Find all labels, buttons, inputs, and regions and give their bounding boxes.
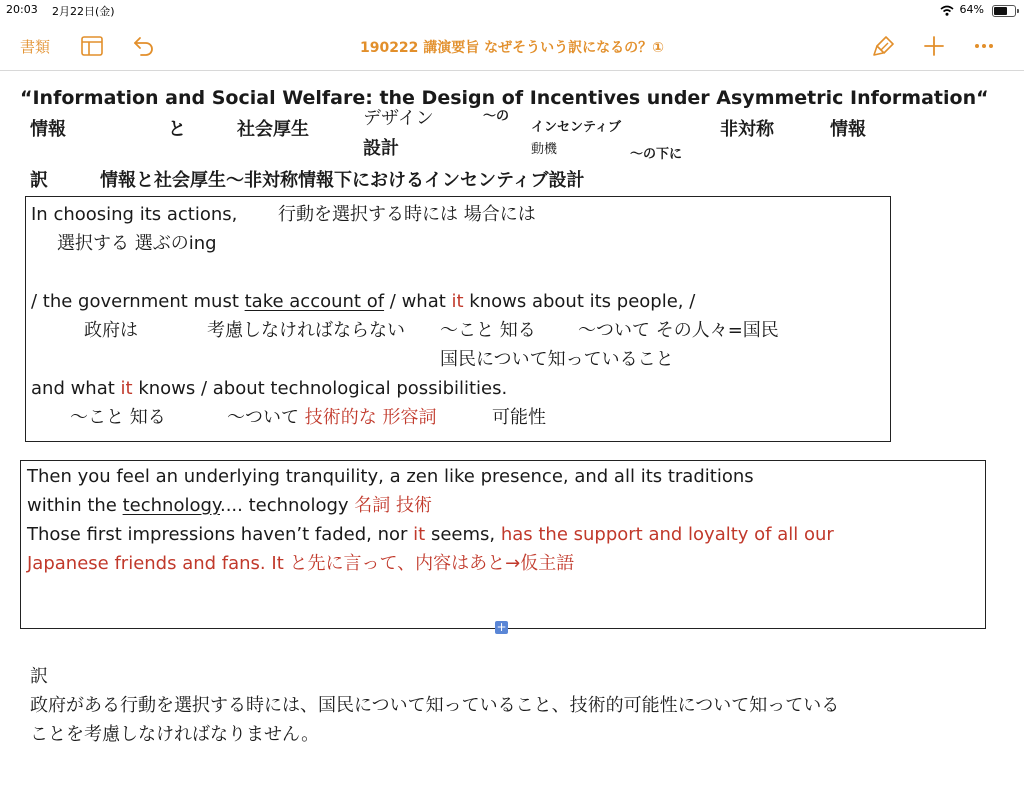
gloss-of: 〜の: [483, 109, 510, 124]
toolbar: [0, 22, 1024, 71]
wifi-icon: [940, 5, 954, 16]
b1-line4-people: 〜ついて その人々=国民: [578, 320, 779, 341]
box-resize-handle[interactable]: +: [496, 620, 507, 634]
gloss-design-jp: 設計: [363, 138, 399, 159]
b1-line2: 選択する 選ぶのing: [57, 233, 217, 254]
gloss-incentive: インセンティブ: [531, 120, 621, 135]
b2-line1: Then you feel an underlying tranquility, a zen like presence, and all its traditions: [27, 466, 754, 487]
gloss-design: デザイン: [363, 108, 434, 129]
translation-label: 訳: [30, 170, 48, 191]
more-icon[interactable]: [972, 34, 996, 58]
status-time: 20:03: [6, 3, 38, 16]
b1-line3: / the government must take account of / what it knows about its people, /: [31, 291, 696, 312]
format-brush-icon[interactable]: [872, 34, 896, 58]
gloss-and: と: [168, 119, 186, 140]
b1-line7-know: 〜こと 知る: [70, 407, 166, 428]
battery-icon: [992, 5, 1016, 17]
translation-block-line1: 政府がある行動を選択する時には、国民について知っていること、技術的可能性について知っている: [30, 695, 840, 716]
gloss-asymmetric: 非対称: [720, 119, 774, 140]
battery-percent: 64%: [959, 3, 984, 16]
b1-line4-gov: 政府は: [84, 320, 138, 341]
document-title: 190222 講演要旨 なぜそういう訳になるの？①: [359, 40, 665, 56]
translation-title: 情報と社会厚生〜非対称情報下におけるインセンティブ設計: [100, 170, 585, 191]
b1-line4-know: 〜こと 知る: [440, 320, 536, 341]
b2-line3: Those first impressions haven’t faded, nor it seems, has the support and loyalty of all our: [27, 524, 834, 545]
text-box-1[interactable]: [25, 196, 891, 442]
translation-block-line2: ことを考慮しなければなりません。: [30, 724, 320, 745]
b2-line4: Japanese friends and fans. It と先に言って、内容はあと→仮主語: [27, 553, 575, 574]
gloss-under: 〜の下に: [630, 147, 683, 162]
translation-block-label: 訳: [30, 666, 48, 687]
b1-line4-consider: 考慮しなければならない: [207, 320, 405, 341]
status-bar: [0, 0, 1024, 22]
gloss-social-welfare: 社会厚生: [237, 119, 309, 140]
gloss-motive: 動機: [531, 142, 558, 157]
text-box-2[interactable]: [20, 460, 986, 629]
b1-line5: 国民について知っていること: [440, 349, 674, 370]
add-icon[interactable]: [922, 34, 946, 58]
documents-button[interactable]: 書類: [20, 38, 51, 56]
status-date: 2月22日(金): [52, 5, 115, 18]
b1-line7-about: 〜ついて 技術的な 形容詞: [227, 407, 437, 428]
b1-line6: and what it knows / about technological possibilities.: [31, 378, 508, 399]
b1-line1-jp: 行動を選択する時には 場合には: [278, 204, 536, 225]
heading: “Information and Social Welfare: the Design of Incentives under Asymmetric Information“: [20, 87, 989, 109]
gloss-info: 情報: [30, 119, 66, 140]
b1-line1-en: In choosing its actions,: [31, 204, 238, 225]
gloss-information: 情報: [830, 119, 866, 140]
b2-line2: within the technology.... technology 名詞 技術: [27, 495, 432, 516]
b1-line7-possibility: 可能性: [492, 407, 546, 428]
